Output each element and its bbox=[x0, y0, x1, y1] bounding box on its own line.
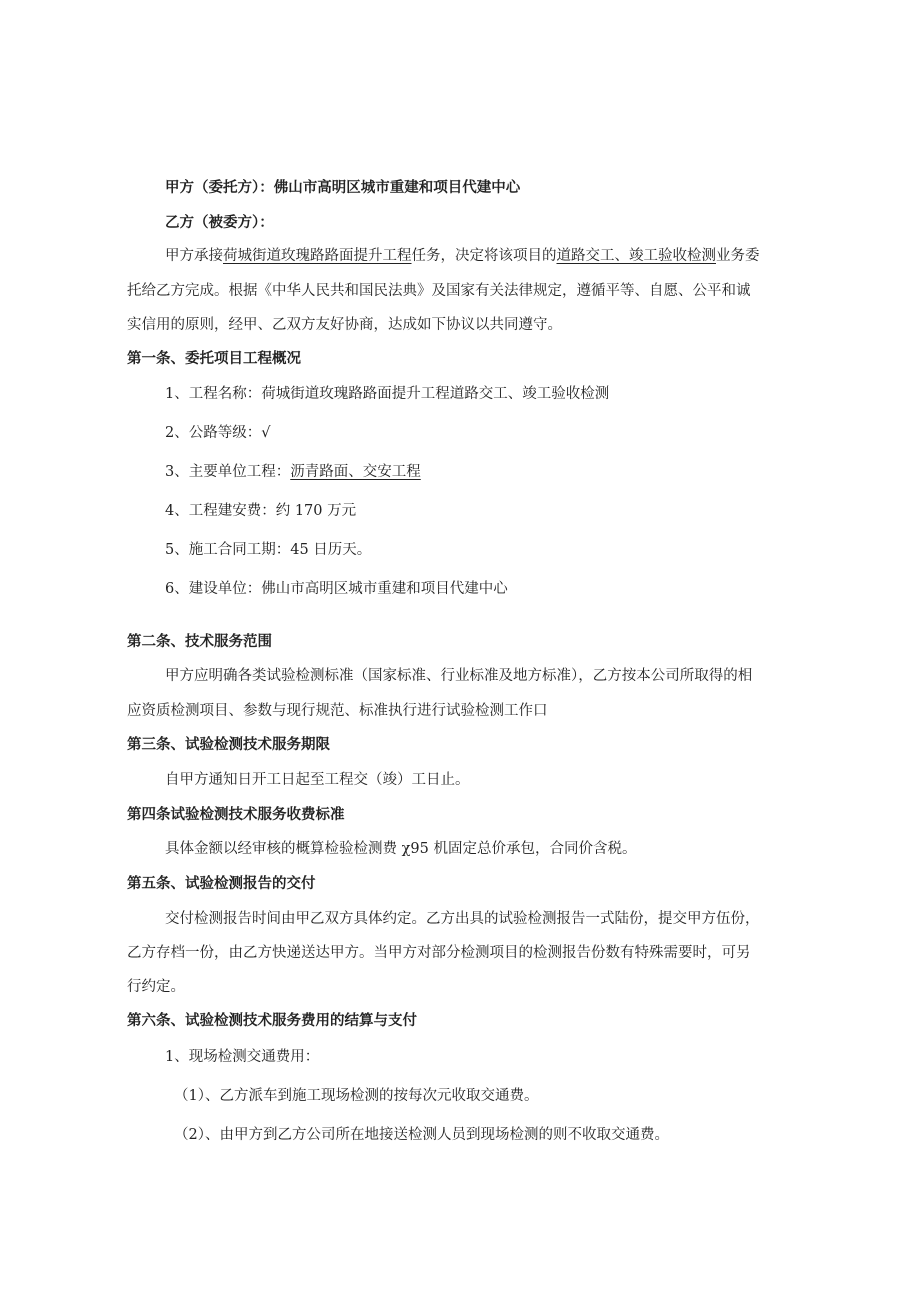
article-1-item-5: 5、施工合同工期：45 日历天。 bbox=[165, 542, 372, 558]
article-6-item-1: 1、现场检测交通费用： bbox=[165, 1049, 320, 1065]
article-3-title: 第三条、试验检测技术服务期限 bbox=[127, 737, 330, 753]
article-6-title: 第六条、试验检测技术服务费用的结算与支付 bbox=[127, 1013, 417, 1029]
article-1-title: 第一条、委托项目工程概况 bbox=[127, 351, 301, 367]
item-label: 3、主要单位工程： bbox=[165, 464, 291, 480]
main-units-underlined: 沥青路面、交安工程 bbox=[290, 464, 421, 480]
article-2-line-1: 甲方应明确各类试验检测标准（国家标准、行业标准及地方标准），乙方按本公司所取得的相 bbox=[165, 668, 753, 684]
project-name-underlined: 荷城街道玫瑰路路面提升工程 bbox=[223, 248, 412, 264]
intro-text: 任务，决定将该项目的 bbox=[411, 248, 557, 264]
intro-line-2: 托给乙方完成。根据《中华人民共和国民法典》及国家有关法律规定，遵循平等、自愿、公平和诚 bbox=[127, 283, 751, 299]
article-5-line-1: 交付检测报告时间由甲乙双方具体约定。乙方出具的试验检测报告一式陆份，提交甲方伍份， bbox=[165, 911, 760, 927]
article-1-item-2: 2、公路等级：√ bbox=[165, 425, 271, 441]
article-1-item-3 bbox=[165, 462, 421, 482]
article-5-line-3: 行约定。 bbox=[127, 979, 185, 995]
article-3-line-1: 自甲方通知日开工日起至工程交（竣）工日止。 bbox=[165, 772, 470, 788]
article-1-item-1: 1、工程名称：荷城街道玫瑰路路面提升工程道路交工、竣工验收检测 bbox=[165, 386, 610, 402]
article-2-title: 第二条、技术服务范围 bbox=[127, 634, 272, 650]
article-6-sub-2: （2）、由甲方到乙方公司所在地接送检测人员到现场检测的则不收取交通费。 bbox=[174, 1127, 669, 1143]
intro-line-1 bbox=[165, 246, 760, 266]
intro-text: 甲方承接 bbox=[165, 248, 223, 264]
party-b-line: 乙方（被委方）： bbox=[165, 215, 274, 231]
service-scope-underlined: 道路交工、竣工验收检测 bbox=[556, 248, 716, 264]
party-a-line: 甲方（委托方）：佛山市高明区城市重建和项目代建中心 bbox=[165, 180, 521, 196]
intro-text: 业务委 bbox=[716, 248, 760, 264]
article-1-item-4: 4、工程建安费：约 170 万元 bbox=[165, 503, 357, 519]
article-4-title: 第四条试验检测技术服务收费标准 bbox=[127, 807, 345, 823]
article-2-line-2: 应资质检测项目、参数与现行规范、标准执行进行试验检测工作口 bbox=[127, 703, 548, 719]
article-4-line-1: 具体金额以经审核的概算检验检测费 χ95 机固定总价承包，合同价含税。 bbox=[165, 841, 637, 857]
article-5-title: 第五条、试验检测报告的交付 bbox=[127, 876, 316, 892]
intro-line-3: 实信用的原则，经甲、乙双方友好协商，达成如下协议以共同遵守。 bbox=[127, 317, 562, 333]
article-5-line-2: 乙方存档一份，由乙方快递送达甲方。当甲方对部分检测项目的检测报告份数有特殊需要时，可另 bbox=[127, 945, 751, 961]
article-1-item-6: 6、建设单位：佛山市高明区城市重建和项目代建中心 bbox=[165, 581, 508, 597]
article-6-sub-1: （1）、乙方派车到施工现场检测的按每次元收取交通费。 bbox=[174, 1088, 539, 1104]
